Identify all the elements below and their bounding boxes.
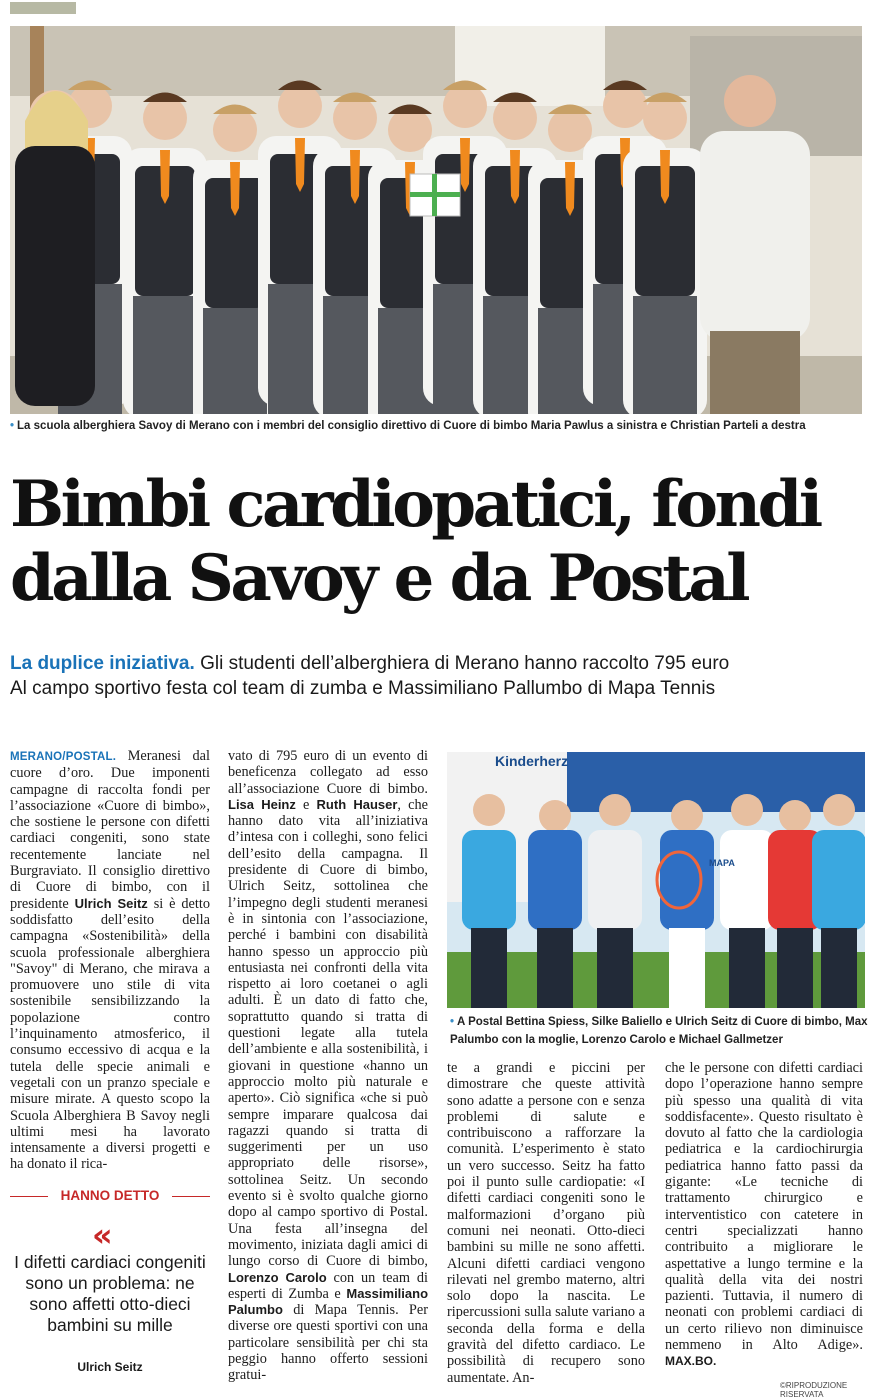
article-column-2 (228, 748, 428, 1384)
subheadline-kicker: La duplice iniziativa. (10, 653, 195, 674)
column-1-text-b: si è detto soddisfatto dell’esito della campagna «Sostenibilità» della scuola professionale alberghiera "Savoy" di Merano, che mirava a promuovere uno stile di vita sostenibile sensibilizzando la popolazione contro l’inquinamento atmosferico, il consumo eccessivo di acqua e la tutela delle specie animali e vegetali con un pranzo speciale e misure mirate. A questo scopo la Scuola Alberghiera B Savoy negli ultimi mesi ha lavorato intensamente a diversi progetti e ha donato il rica- (10, 895, 210, 1173)
column-2-text-d: di Mapa Tennis. Per diverse ore questi sportivi con una particolare sensibilità per chi sta peggio hanno offerto sessioni gratui- (228, 1302, 428, 1384)
mapa-shirt-logo: MAPA (709, 858, 735, 868)
person-name-lorenzo-carolo: Lorenzo Carolo (228, 1269, 327, 1285)
person-name-massimiliano-palumbo: Massimiliano Palumbo (228, 1285, 429, 1318)
top-color-bar (10, 2, 76, 14)
subheadline-text-1: Gli studenti dell’alberghiera di Merano hanno raccolto 795 euro (200, 653, 730, 674)
quote-mark-icon: « (92, 1216, 107, 1254)
postal-photo-caption-text: A Postal Bettina Spiess, Silke Baliello e Ulrich Seitz di Cuore di bimbo, Max Palumbo con la moglie, Lorenzo Carolo e Michael Gallmetzer (450, 1016, 868, 1046)
person-name-ruth-hauser: Ruth Hauser (316, 796, 398, 812)
column-2-text-b: , che hanno dato vita all’iniziativa d’intesa con i colleghi, sono felici dell’esito della campagna. Il presidente di Cuore di bimbo, Ulrich Seitz, sottolinea che l’impegno degli studenti meranesi è in sintonia con l’associazione, perché i bambini con disabilità hanno spesso un approccio più entusiasta nei confronti della vita rispetto ai loro coetanei o agli adulti. È un dato di fatto che, soprattutto quando si tratta di questioni legate alla tutela dell’ambiente e alla sostenibilità, i giovani in questione «hanno un approccio molto più naturale e aperto». Ciò significa «che si può sempre imparare qualcosa dai ragazzi quando si tratta di suggerimenti per un uso appropriato delle risorse», sottolinea Seitz. Un secondo evento si è svolto qualche giorno dopo al campo sportivo di Postal. Una festa all’insegna del movimento, iniziata dagli amici di lungo corso di Cuore di bimbo, (228, 796, 428, 1270)
article-column-3 (447, 1060, 645, 1386)
column-1-text-a: Meranesi dal cuore d’oro. Due imponenti campagne di raccolta fondi per l’associazione «Cuore di bimbo», che sostiene le persone con difetti cardiaci congeniti, sono state recentemente lanciate nel Burgraviato. Il consiglio direttivo di Cuore di bimbo, con il presidente (10, 748, 210, 912)
event-photo-illustration (447, 752, 865, 1008)
subheadline (10, 651, 870, 701)
article-column-1 (10, 748, 210, 1173)
person-name-lisa-heinz: Lisa Heinz (228, 796, 296, 812)
dateline: MERANO/POSTAL. (10, 751, 117, 763)
person-name-ulrich-seitz: Ulrich Seitz (74, 895, 148, 911)
quote-label: HANNO DETTO (10, 1188, 210, 1203)
column-2-text-a: vato di 795 euro di un evento di beneficenza collegato ad esso all’associazione Cuore di bimbo. (228, 748, 428, 797)
author-signature: MAX.BO. (665, 1354, 717, 1369)
caption-bullet: • (10, 420, 15, 432)
main-photo-caption-text: La scuola alberghiera Savoy di Merano con i membri del consiglio direttivo di Cuore di bimbo Maria Pawlus a sinistra e Christian Parteli a destra (17, 420, 806, 432)
pull-quote-text: I difetti cardiaci congeniti sono un problema: ne sono affetti otto-dieci bambini su mille (14, 1252, 206, 1335)
column-2-text-c: con un team di esperti di Zumba e (228, 1269, 428, 1302)
pull-quote-author: Ulrich Seitz (77, 1360, 143, 1374)
main-photo-caption (10, 418, 862, 434)
column-4-text: che le persone con difetti cardiaci dopo l’operazione hanno sempre più spesso una qualità di vita soddisfacente». Questo risultato è dovuto al fatto che la cardiologia pediatrica e la cardiochirurgia pediatrica hanno fatto passi da gigante: «Le tecniche di trattamento chirurgico e interventistico con catetere in centri specializzati hanno contribuito a migliorare le aspettative a lungo termine e la qualità della vita dei nostri pazienti. Tuttavia, il numero di neonati con problemi cardiaci di un certo rilievo non diminuisce nemmeno in Alto Adige». (665, 1060, 863, 1354)
postal-photo-caption (450, 1013, 870, 1049)
gift-envelope-icon (410, 174, 460, 216)
kinderherz-banner-text: Kinderherz (495, 753, 569, 769)
group-photo-illustration (10, 26, 862, 414)
postal-event-photo (447, 752, 865, 1008)
maria-pawlus-figure (15, 90, 95, 406)
column-3-text: te a grandi e piccini per dimostrare che queste attività sono adatte a persone con e senza problemi di salute e contribuiscono a rafforzare la comunità. L’esperimento è stato un vero successo. Seitz ha fatto poi il punto sulle cardiopatie: «I difetti cardiaci congeniti sono le malformazioni d’organo più comuni nei neonati. Otto-dieci bambini su mille ne sono affetti. Alcuni difetti cardiaci vengono rilevati nel grembo materno, altri solo dopo la nascita. Le ripercussioni sulla salute variano a seconda della forma e della gravità del difetto cardiaco. Le possibilità di recupero sono aumentate. An- (447, 1060, 645, 1386)
main-photo (10, 26, 862, 414)
headline: Bimbi cardiopatici, fondi dalla Savoy e da Postal (10, 467, 820, 616)
caption-2-bullet: • (450, 1016, 455, 1028)
subheadline-line-2: Al campo sportivo festa col team di zumba e Massimiliano Pallumbo di Mapa Tennis (10, 678, 716, 699)
subheadline-line-1 (10, 651, 870, 676)
column-2-conjunction: e (303, 796, 310, 813)
copyright-notice: ©RIPRODUZIONE RISERVATA (780, 1381, 848, 1399)
article-column-4 (665, 1060, 863, 1370)
